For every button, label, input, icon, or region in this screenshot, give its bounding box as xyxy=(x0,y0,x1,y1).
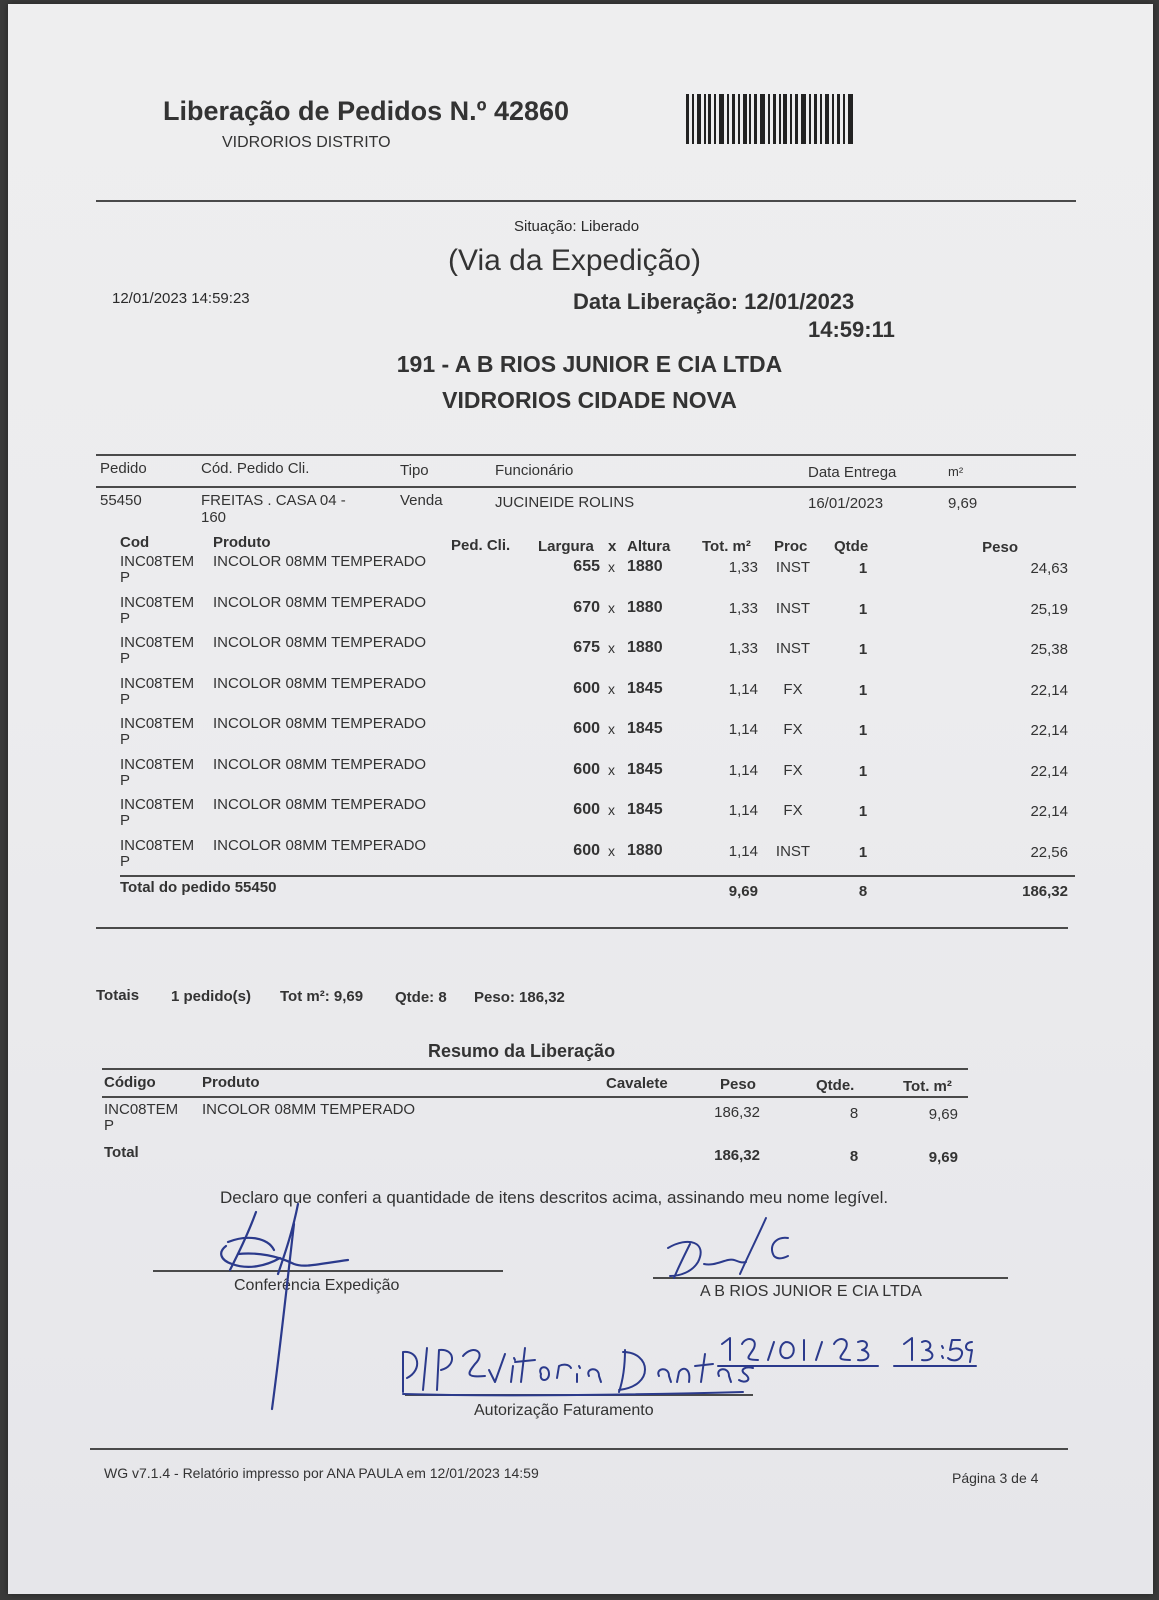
order-cod-cli-line2: 160 xyxy=(201,509,227,526)
item-qtde: 1 xyxy=(858,681,868,699)
item-cod-line1: INC08TEM xyxy=(120,836,195,854)
resumo-row-peso: 186,32 xyxy=(714,1104,760,1121)
item-proc: FX xyxy=(783,802,803,819)
signature-conferencia-scribble xyxy=(208,1194,368,1424)
item-cod-line1: INC08TEM xyxy=(120,553,195,570)
items-total-label: Total do pedido 55450 xyxy=(120,879,277,896)
order-cod-cli-line1: FREITAS . CASA 04 - xyxy=(201,492,346,509)
company-name: VIDRORIOS DISTRITO xyxy=(222,134,391,151)
item-produto: INCOLOR 08MM TEMPERADO xyxy=(213,593,427,611)
footer-page-number: Página 3 de 4 xyxy=(952,1470,1039,1486)
item-largura: 655 xyxy=(573,558,600,575)
item-produto: INCOLOR 08MM TEMPERADO xyxy=(213,553,427,570)
order-data-entrega: 16/01/2023 xyxy=(808,495,884,512)
item-altura: 1880 xyxy=(627,598,663,616)
via-label: (Via da Expedição) xyxy=(448,244,701,277)
table-row xyxy=(8,715,1153,755)
resumo-row-produto: INCOLOR 08MM TEMPERADO xyxy=(202,1101,416,1118)
release-date: Data Liberação: 12/01/2023 xyxy=(573,289,855,314)
totais-peso: Peso: 186,32 xyxy=(474,989,565,1006)
resumo-col-produto: Produto xyxy=(202,1074,260,1091)
footer-print-info: WG v7.1.4 - Relatório impresso por ANA PAULA em 12/01/2023 14:59 xyxy=(104,1465,539,1481)
item-produto: INCOLOR 08MM TEMPERADO xyxy=(213,796,427,813)
item-cod-line1: INC08TEM xyxy=(120,593,195,611)
resumo-row-qtde: 8 xyxy=(849,1105,859,1122)
item-largura: 600 xyxy=(573,801,600,818)
items-col-produto: Produto xyxy=(213,534,271,551)
table-row xyxy=(8,594,1153,634)
item-produto: INCOLOR 08MM TEMPERADO xyxy=(213,634,427,651)
items-col-qtde: Qtde xyxy=(834,538,869,555)
signature-label-autorizacao: Autorização Faturamento xyxy=(474,1402,654,1419)
item-altura: 1845 xyxy=(627,679,663,697)
item-altura: 1845 xyxy=(627,720,663,737)
item-cod-line1: INC08TEM xyxy=(120,755,195,773)
signature-label-conferencia: Conferência Expedição xyxy=(234,1277,400,1294)
item-cod-line2: P xyxy=(120,852,131,870)
order-tipo: Venda xyxy=(400,492,443,509)
resumo-row-cod-line2: P xyxy=(104,1117,115,1134)
item-proc: INST xyxy=(775,559,811,576)
item-cod-line2: P xyxy=(120,569,131,586)
resumo-col-codigo: Código xyxy=(104,1074,156,1091)
document-page xyxy=(8,4,1153,1594)
item-tot-m2: 1,33 xyxy=(728,559,758,576)
item-x: x xyxy=(608,761,615,778)
resumo-total-tot-m2: 9,69 xyxy=(928,1149,958,1166)
document-title: Liberação de Pedidos N.º 42860 xyxy=(163,96,570,126)
item-qtde: 1 xyxy=(858,803,868,820)
item-peso: 24,63 xyxy=(1030,560,1068,577)
item-x: x xyxy=(608,680,615,697)
items-col-altura: Altura xyxy=(627,538,671,555)
item-peso: 22,14 xyxy=(1030,803,1068,820)
item-x: x xyxy=(608,802,615,818)
resumo-row-tot-m2: 9,69 xyxy=(928,1106,958,1123)
printed-datetime: 12/01/2023 14:59:23 xyxy=(112,290,250,307)
item-cod-line2: P xyxy=(120,812,131,829)
item-proc: FX xyxy=(783,680,803,698)
resumo-total-peso: 186,32 xyxy=(714,1147,760,1164)
items-total-peso: 186,32 xyxy=(1022,883,1068,900)
item-largura: 600 xyxy=(573,841,600,859)
footer-divider xyxy=(90,1448,1068,1450)
item-tot-m2: 1,14 xyxy=(728,680,758,698)
table-row xyxy=(8,553,1153,593)
header-divider xyxy=(96,200,1076,202)
table-row xyxy=(8,837,1153,877)
item-qtde: 1 xyxy=(858,560,868,577)
item-produto: INCOLOR 08MM TEMPERADO xyxy=(213,715,427,732)
item-altura: 1845 xyxy=(627,760,663,778)
order-end-divider xyxy=(96,927,1068,929)
totais-tot-m2: Tot m²: 9,69 xyxy=(280,988,364,1005)
resumo-row-cod-line1: INC08TEM xyxy=(104,1101,179,1118)
item-produto: INCOLOR 08MM TEMPERADO xyxy=(213,755,427,773)
col-m2: m² xyxy=(948,464,964,479)
item-produto: INCOLOR 08MM TEMPERADO xyxy=(213,836,427,854)
resumo-col-cavalete: Cavalete xyxy=(606,1075,668,1092)
item-qtde: 1 xyxy=(858,722,868,739)
order-m2: 9,69 xyxy=(948,495,978,512)
table-row xyxy=(8,675,1153,715)
resumo-header-line xyxy=(102,1096,968,1098)
status-situacao: Situação: Liberado xyxy=(514,218,640,235)
item-x: x xyxy=(608,559,615,575)
col-cod-pedido-cli: Cód. Pedido Cli. xyxy=(201,460,310,477)
item-altura: 1880 xyxy=(627,639,663,656)
resumo-col-peso: Peso xyxy=(720,1076,756,1093)
item-cod-line2: P xyxy=(120,650,131,667)
item-proc: FX xyxy=(783,761,803,779)
order-table-top-line xyxy=(96,454,1076,456)
item-tot-m2: 1,33 xyxy=(728,599,758,617)
item-altura: 1880 xyxy=(627,841,663,859)
item-peso: 25,38 xyxy=(1030,641,1068,658)
item-proc: INST xyxy=(775,640,811,657)
item-qtde: 1 xyxy=(858,843,868,861)
client-branch: VIDRORIOS CIDADE NOVA xyxy=(442,387,737,413)
item-cod-line2: P xyxy=(120,690,131,708)
resumo-title: Resumo da Liberação xyxy=(428,1041,616,1061)
items-col-ped-cli: Ped. Cli. xyxy=(451,537,511,554)
handwritten-date xyxy=(708,1330,978,1370)
signature-cliente-scribble xyxy=(648,1216,808,1286)
item-proc: INST xyxy=(775,842,811,860)
item-tot-m2: 1,14 xyxy=(728,802,758,819)
resumo-col-qtde: Qtde. xyxy=(816,1077,855,1094)
items-col-proc: Proc xyxy=(774,538,808,555)
item-qtde: 1 xyxy=(858,762,868,780)
table-row xyxy=(8,634,1153,674)
col-funcionario: Funcionário xyxy=(495,462,574,479)
item-x: x xyxy=(608,842,615,859)
item-altura: 1845 xyxy=(627,801,663,818)
client-name: 191 - A B RIOS JUNIOR E CIA LTDA xyxy=(396,351,783,377)
items-total-line xyxy=(120,875,1075,877)
item-cod-line2: P xyxy=(120,731,131,748)
item-tot-m2: 1,14 xyxy=(728,761,758,779)
item-largura: 670 xyxy=(573,598,600,616)
items-col-x: x xyxy=(608,538,617,555)
item-peso: 22,14 xyxy=(1030,722,1068,739)
signature-label-cliente: A B RIOS JUNIOR E CIA LTDA xyxy=(700,1283,922,1300)
barcode xyxy=(686,94,856,144)
item-largura: 600 xyxy=(573,679,600,697)
item-cod-line1: INC08TEM xyxy=(120,796,195,813)
item-peso: 22,14 xyxy=(1030,762,1068,780)
resumo-top-line xyxy=(102,1068,968,1070)
item-peso: 22,56 xyxy=(1030,843,1068,861)
item-largura: 675 xyxy=(573,639,600,656)
item-peso: 22,14 xyxy=(1030,681,1068,699)
order-funcionario: JUCINEIDE ROLINS xyxy=(495,494,635,511)
item-x: x xyxy=(608,721,615,737)
item-cod-line1: INC08TEM xyxy=(120,674,195,692)
col-tipo: Tipo xyxy=(400,462,429,479)
item-proc: INST xyxy=(775,599,811,617)
resumo-total-qtde: 8 xyxy=(849,1148,859,1165)
declaration-text: Declaro que conferi a quantidade de itens descritos acima, assinando meu nome legível. xyxy=(220,1188,889,1207)
item-tot-m2: 1,14 xyxy=(728,842,758,860)
col-data-entrega: Data Entrega xyxy=(808,464,897,481)
item-cod-line2: P xyxy=(120,771,131,789)
table-row xyxy=(8,756,1153,796)
item-qtde: 1 xyxy=(858,600,868,618)
item-cod-line1: INC08TEM xyxy=(120,715,195,732)
items-col-largura: Largura xyxy=(538,538,594,555)
items-col-cod: Cod xyxy=(120,534,150,551)
item-cod-line1: INC08TEM xyxy=(120,634,195,651)
items-total-m2: 9,69 xyxy=(728,883,758,900)
order-pedido: 55450 xyxy=(100,492,142,509)
items-col-peso: Peso xyxy=(982,539,1018,556)
release-time: 14:59:11 xyxy=(808,317,895,342)
col-pedido: Pedido xyxy=(100,460,147,477)
item-peso: 25,19 xyxy=(1030,600,1068,618)
item-proc: FX xyxy=(783,721,803,738)
totais-label: Totais xyxy=(96,987,140,1004)
resumo-col-tot-m2: Tot. m² xyxy=(903,1078,952,1095)
totais-pedidos: 1 pedido(s) xyxy=(171,988,252,1005)
item-tot-m2: 1,14 xyxy=(728,721,758,738)
items-total-qtde: 8 xyxy=(858,883,868,900)
resumo-total-label: Total xyxy=(104,1144,139,1161)
item-tot-m2: 1,33 xyxy=(728,640,758,657)
item-largura: 600 xyxy=(573,720,600,737)
item-largura: 600 xyxy=(573,760,600,778)
item-produto: INCOLOR 08MM TEMPERADO xyxy=(213,674,427,692)
items-col-tot-m2: Tot. m² xyxy=(702,538,751,555)
item-x: x xyxy=(608,599,615,616)
item-x: x xyxy=(608,640,615,656)
totais-qtde: Qtde: 8 xyxy=(395,989,447,1006)
order-table-header-line xyxy=(96,486,1076,488)
item-cod-line2: P xyxy=(120,609,131,627)
item-altura: 1880 xyxy=(627,558,663,575)
table-row xyxy=(8,796,1153,836)
item-qtde: 1 xyxy=(858,641,868,658)
